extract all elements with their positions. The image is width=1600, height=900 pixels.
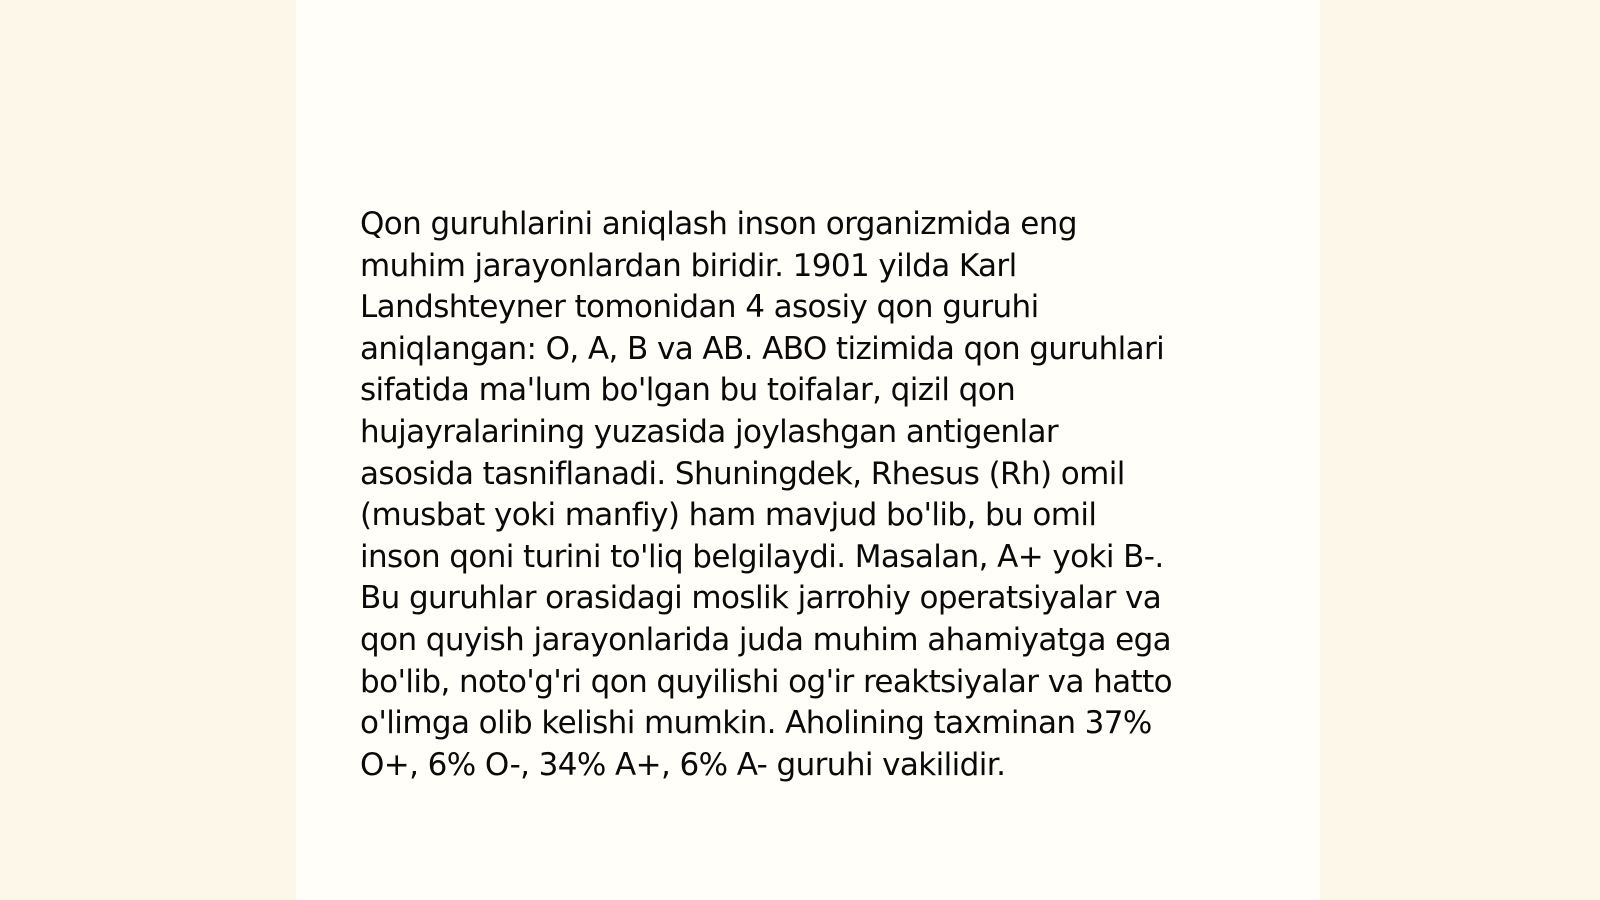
paragraph-line-5: sifatida ma'lum bo'lgan bu toifalar, qizil qon [360, 372, 1016, 409]
paragraph-line-11: qon quyish jarayonlarida juda muhim ahamiyatga ega [360, 621, 1172, 658]
paragraph-line-7: asosida tasniflanadi. Shuningdek, Rhesus (Rh) omil [360, 455, 1125, 492]
paragraph-line-2: muhim jarayonlardan biridir. 1901 yilda Karl [360, 247, 1017, 284]
paragraph-line-6: hujayralarining yuzasida joylashgan antigenlar [360, 413, 1059, 450]
paragraph-line-13: o'limga olib kelishi mumkin. Aholining taxminan 37% [360, 705, 1152, 742]
paragraph-line-9: inson qoni turini to'liq belgilaydi. Masalan, A+ yoki B-. [360, 538, 1164, 575]
body-paragraph [360, 204, 1260, 786]
paragraph-line-1: Qon guruhlarini aniqlash inson organizmida eng [360, 206, 1077, 242]
paragraph-line-10: Bu guruhlar orasidagi moslik jarrohiy operatsiyalar va [360, 580, 1162, 617]
paragraph-line-8: (musbat yoki manfiy) ham mavjud bo'lib, bu omil [360, 497, 1097, 534]
paragraph-line-14: O+, 6% O-, 34% A+, 6% A- guruhi vakilidir. [360, 746, 1006, 783]
document-page [296, 0, 1320, 900]
paragraph-line-12: bo'lib, noto'g'ri qon quyilishi og'ir reaktsiyalar va hatto [360, 663, 1173, 700]
paragraph-line-3: Landshteyner tomonidan 4 asosiy qon guruhi [360, 289, 1039, 326]
paragraph-line-4: aniqlangan: O, A, B va AB. ABO tizimida qon guruhlari [360, 330, 1165, 367]
